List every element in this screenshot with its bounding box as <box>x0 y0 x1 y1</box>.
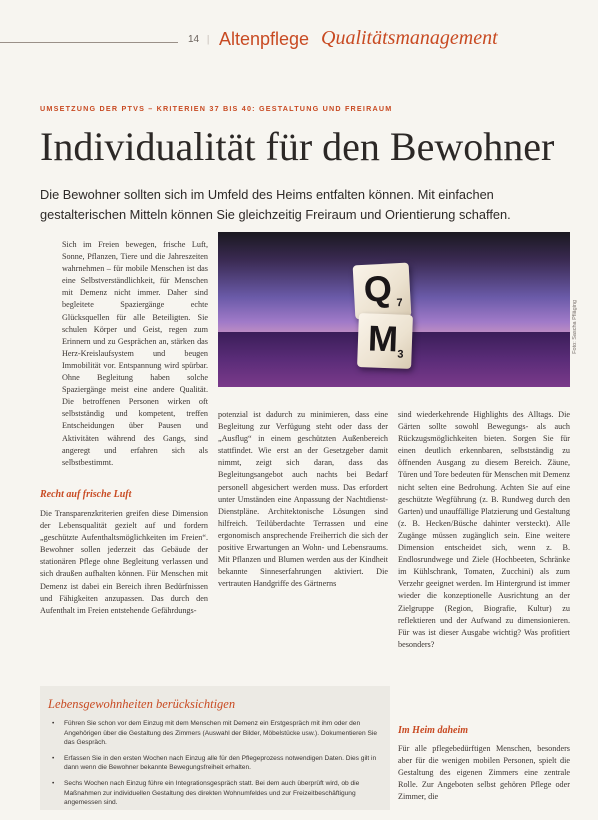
header-separator: | <box>207 33 210 45</box>
info-box-list <box>48 719 384 814</box>
tile-letter: M <box>367 317 399 360</box>
tile-number: 3 <box>397 348 404 361</box>
bullet-icon: • <box>52 754 55 762</box>
section-subhead: Recht auf frische Luft <box>40 489 132 500</box>
body-paragraph: sind wiederkehrende Highlights des Alltags. Die Gärten sollte sowohl Bewegungs- als auch Rückzugsmöglichkeiten bieten. Sorgen Sie für einen deutlich erkennbaren, selbstständig zu öffnenden Ausgang zu diesem Bereich. Zäune, Türen und Tore bedeuten für Menschen mit Demenz nicht selten eine Bedrohung. Achten Sie auf eine geschützte Wegführung (z. B. Rundweg durch den Garten) und unauffällige Platzierung und Gestaltung (z. B. Hecken/Büsche dahinter versteckt). Alle Zugänge müssen zugänglich sein. Eine weitere Dimension entscheidet sich, wenn z. B. Endlosrundwege und Ziele (Hochbeeten, Schränke im Kühlschrank, Tomaten, Zucchini) als zum Verzehr geeignet werden. Im Hintergrund ist immer wieder die konzeptionelle Ausrichtung an der Zielgruppe (Region, Biografie, Kultur) zu reflektieren und der Aufwand zu dimensionieren. Für was ist dieser Ausgabe wichtig? Was profitiert besonders? <box>398 410 570 649</box>
article-lede: Die Bewohner sollten sich im Umfeld des Heims entfalten können. Mit einfachen gestalterischen Mitteln können Sie gleichzeitig Freiraum und Orientierung schaffen. <box>40 187 511 222</box>
letter-tile-q <box>353 263 412 320</box>
body-column-3-tail <box>398 743 570 803</box>
magazine-subtitle: Qualitätsmanagement <box>321 27 498 49</box>
tile-number: 7 <box>396 296 403 310</box>
tile-letter: Q <box>362 267 393 310</box>
list-item <box>48 754 384 773</box>
body-column-3 <box>398 409 570 651</box>
list-item <box>48 719 384 748</box>
list-item-text: Sechs Wochen nach Einzug führe ein Integrationsgespräch statt. Bei dem auch überprüft wird, ob die Maßnahmen zur individuellen Gestaltung des direkten Wohnumfeldes und zur Freizeitbeschäftigung angemessen sind. <box>64 779 360 807</box>
body-paragraph: Die Transparenzkriterien greifen diese Dimension der Lebensqualität gezielt auf und fordern „geschützte Aufenthaltsmöglichkeiten im Freien“. Bewohner sollen jederzeit das Gebäude der stationären Pflege ohne Begleitung verlassen und sich draußen aufhalten können. Für Menschen mit Demenz ist dabei ein Bereich ihren Bedürfnissen und Fähigkeiten anzupassen. Das durch den Aufenthalt im Freien entstehende Gefährdungs- <box>40 509 208 615</box>
body-paragraph: potenzial ist dadurch zu minimieren, dass eine Begleitung zur Verfügung steht oder dass der „Ausflug“ in einem geschützten Außenbereich stattfindet. Wie erst an der Gesetzgeber damit nimmt, zeigt sich daran, dass das Begleitungsangebot auch nachts bei Bedarf personell abgesichert werden muss. Das erfordert unter Umständen eine Anpassung der Nachtdienst-Dienstpläne. Architektonische Lösungen sind hilfreich. Teilüberdachte Terrassen und eine ergonomisch ansprechende Freiherrich die sich der positive Erwartungen an Wohn- und Lebensraums. Mit Pflanzen und Blumen werden aus der Kindheit bekannte Sinneserfahrungen aktiviert. Die vertrauten Handgriffe des Gärtnerns <box>218 410 388 589</box>
article-photo <box>218 232 570 387</box>
article-kicker: UMSETZUNG DER PTVS – KRITERIEN 37 BIS 40: GESTALTUNG UND FREIRAUM <box>40 104 393 113</box>
list-item-text: Führen Sie schon vor dem Einzug mit dem Menschen mit Demenz ein Erstgespräch mit ihm oder den Angehörigen über die Gestaltung des Zimmers (Auswahl der Bilder, Möbelstücke usw.). Dokumentieren Sie das Gespräch. <box>64 720 377 747</box>
info-box-title: Lebensgewohnheiten berücksichtigen <box>48 697 236 711</box>
bullet-icon: • <box>52 779 55 787</box>
bullet-icon: • <box>52 720 55 727</box>
magazine-title: Altenpflege <box>219 29 310 49</box>
list-item <box>48 779 384 808</box>
list-item-text: Erfassen Sie in den ersten Wochen nach Einzug alle für den Pflegeprozess notwendigen Daten. Dies gilt in dann wenn die Bewohner bekannte Bewegungsfreiheit erhalten. <box>64 754 377 772</box>
intro-paragraph: Sich im Freien bewegen, frische Luft, Sonne, Pflanzen, Tiere und die Jahreszeiten wahrnehmen – für mobile Menschen ist das eine Selbstverständlichkeit, für Menschen mit Demenz nicht immer. Daher sind begleitete Spaziergänge echte Glücksquellen für alle Beteiligten. Sie schulen Körper und Geist, regen zum Erinnern und zu Gesprächen an, stärken das Herz-Kreislaufsystem und beugen Immobilität vor. Entspannung wird spürbar. Ohne Begleitung haben solche Spaziergänge meist eine andere Qualität. Die betroffenen Personen wirken oft selbstständig und kompetent, treffen Entscheidungen über Pausen und Aktivitäten während des Gangs, sind angeregt und erfahren sich als selbstbestimmt. <box>62 240 208 467</box>
header-rule <box>0 42 178 43</box>
body-column-1-intro <box>62 239 208 469</box>
page-number: 14 <box>188 34 200 45</box>
article-headline: Individualität für den Bewohner <box>40 124 555 169</box>
photo-credit: Foto: Sascha Pfläging <box>572 300 578 354</box>
section-subhead: Im Heim daheim <box>398 725 468 736</box>
letter-tile-m <box>357 313 413 369</box>
body-column-2 <box>218 409 388 590</box>
body-paragraph: Für alle pflegebedürftigen Menschen, besonders aber für die wenigen mobilen Personen, spielt die Gestaltung des eigenen Zimmers eine zentrale Rolle. Zur Angeboten selbst gehören Pflege oder Zimmer, die <box>398 744 570 802</box>
body-column-1 <box>40 508 208 617</box>
